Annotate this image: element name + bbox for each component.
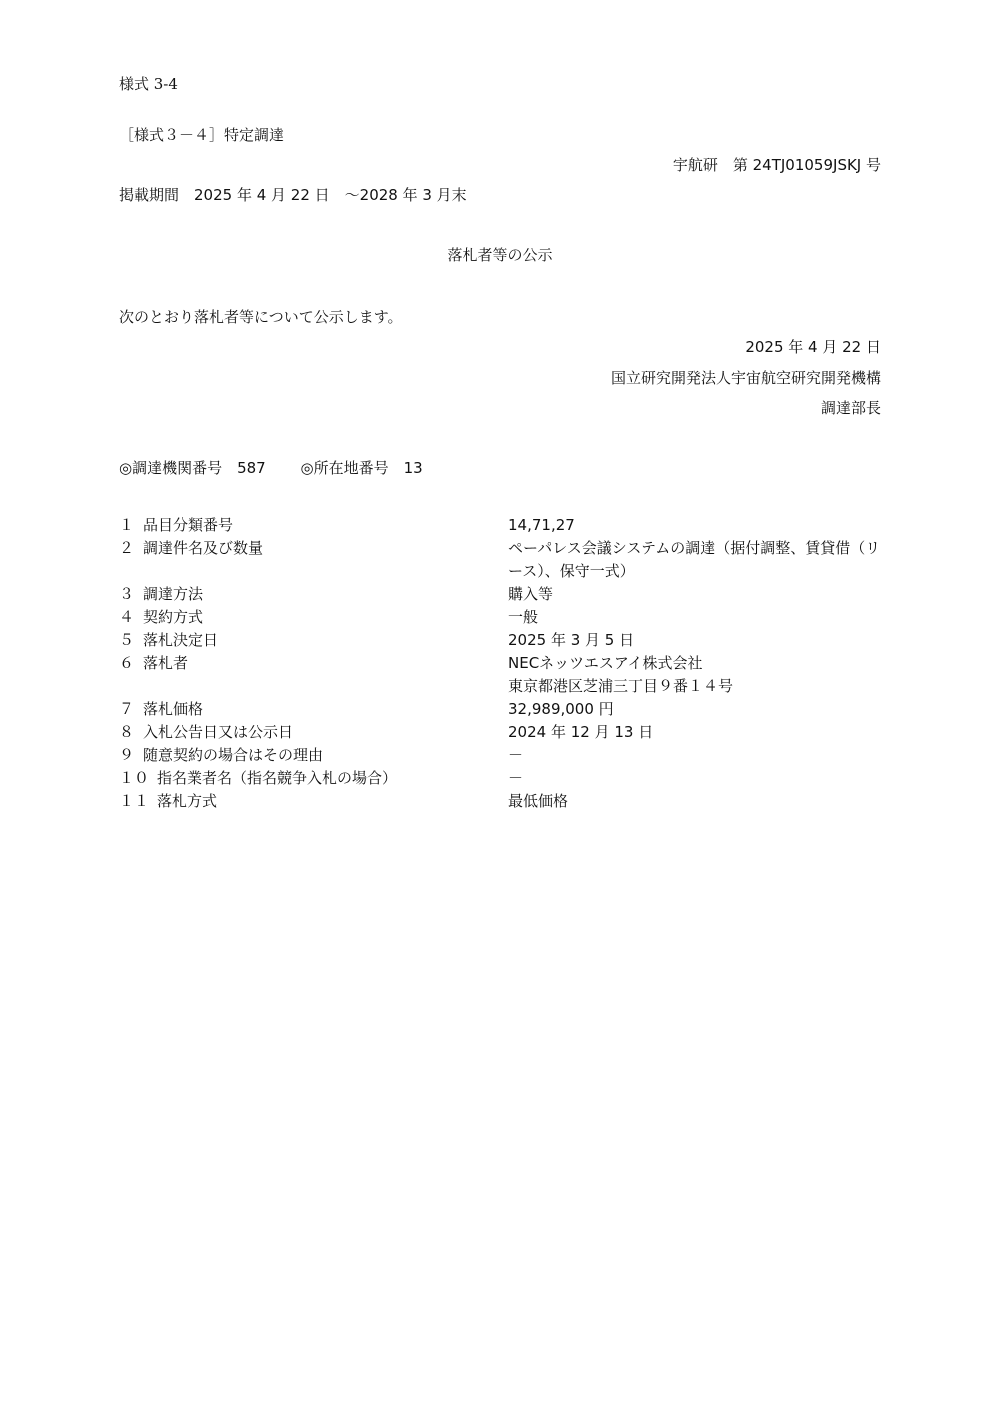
item-label: 調達件名及び数量 xyxy=(143,539,264,557)
reference-number: 宇航研 第 24TJ01059JSKJ 号 xyxy=(672,156,881,174)
item-label: 落札価格 xyxy=(143,700,204,718)
item-value: 購入等 xyxy=(508,585,554,603)
item-value: 2025 年 3 月 5 日 xyxy=(508,631,635,649)
item-number: ５ xyxy=(119,631,135,649)
item-value: 最低価格 xyxy=(508,792,569,810)
item-number: ４ xyxy=(119,608,135,626)
posting-period: 掲載期間 2025 年 4 月 22 日 ～2028 年 3 月末 xyxy=(119,186,467,204)
item-label: 落札決定日 xyxy=(143,631,219,649)
item-label: 契約方式 xyxy=(143,608,204,626)
item-value-address: 東京都港区芝浦三丁目９番１４号 xyxy=(508,677,734,695)
item-value: 32,989,000 円 xyxy=(508,700,614,718)
item-number: １ xyxy=(119,516,135,534)
item-number: ２ xyxy=(119,539,135,557)
item-number: １１ xyxy=(119,792,150,810)
item-value: NECネッツエスアイ株式会社 xyxy=(508,654,703,672)
item-value: ペーパレス会議システムの調達（据付調整、賃貸借（リース）、保守一式） xyxy=(508,539,881,580)
agency-codes: ◎調達機関番号 587 ◎所在地番号 13 xyxy=(119,459,423,477)
page-title: 落札者等の公示 xyxy=(447,246,553,264)
item-number: ３ xyxy=(119,585,135,603)
item-number: ６ xyxy=(119,654,135,672)
item-label: 入札公告日又は公示日 xyxy=(143,723,294,741)
item-label: 調達方法 xyxy=(143,585,204,603)
form-title: ［様式３－４］特定調達 xyxy=(119,126,285,144)
item-label: 指名業者名（指名競争入札の場合） xyxy=(157,769,398,787)
item-label: 落札方式 xyxy=(157,792,218,810)
item-number: １０ xyxy=(119,769,150,787)
organization-name: 国立研究開発法人宇宙航空研究開発機構 xyxy=(610,369,881,387)
notice-date: 2025 年 4 月 22 日 xyxy=(745,338,881,356)
item-label: 品目分類番号 xyxy=(143,516,234,534)
item-number: ９ xyxy=(119,746,135,764)
item-value: － xyxy=(508,769,524,787)
item-label: 随意契約の場合はその理由 xyxy=(143,746,324,764)
form-label: 様式 3-4 xyxy=(119,75,178,93)
item-value: 一般 xyxy=(508,608,539,626)
item-value: 14,71,27 xyxy=(508,516,575,534)
item-value: 2024 年 12 月 13 日 xyxy=(508,723,654,741)
item-label: 落札者 xyxy=(143,654,189,672)
item-number: ８ xyxy=(119,723,135,741)
intro-text: 次のとおり落札者等について公示します。 xyxy=(119,308,403,326)
item-value: － xyxy=(508,746,524,764)
item-number: ７ xyxy=(119,700,135,718)
department-name: 調達部長 xyxy=(820,399,881,417)
